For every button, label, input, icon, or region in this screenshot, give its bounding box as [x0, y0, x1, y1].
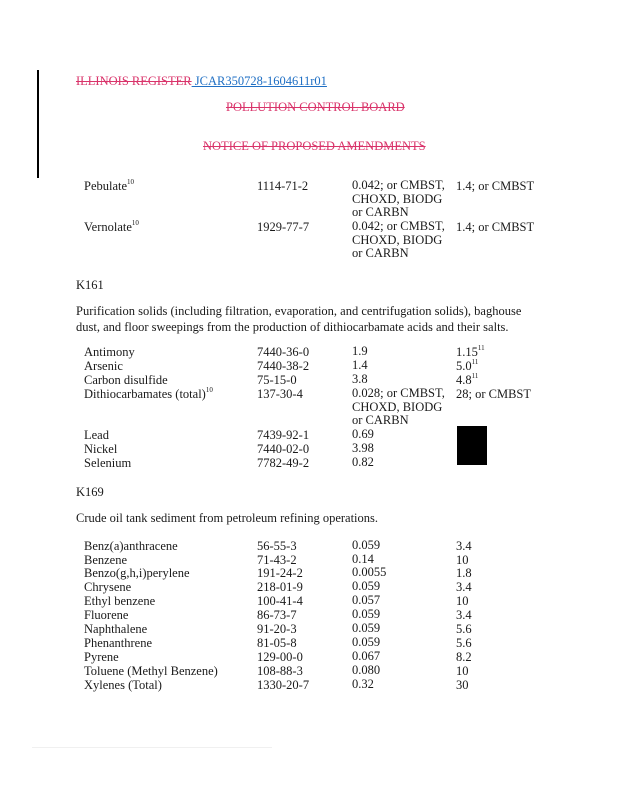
wastewater-standard: 0.042; or CMBST, CHOXD, BIODG or CARBN — [352, 178, 445, 219]
constituent-name: Nickel — [84, 442, 118, 456]
constituent-name: Toluene (Methyl Benzene) — [84, 664, 218, 678]
cas-number: 7440-02-0 — [257, 442, 310, 456]
constituent-name: Lead — [84, 428, 109, 442]
footnote-ref: 11 — [471, 358, 479, 366]
cas-number: 7440-36-0 — [257, 345, 310, 359]
constituent-name: Antimony — [84, 345, 135, 359]
wastewater-standard: 0.059 — [352, 621, 381, 635]
wastewater-standard: 1.4 — [352, 358, 368, 372]
nonwastewater-standard: 5.6 — [456, 636, 472, 650]
cas-number: 1114-71-2 — [257, 179, 309, 193]
constituent-name: Carbon disulfide — [84, 373, 168, 387]
nonwastewater-standard: 1.4; or CMBST — [456, 179, 535, 193]
register-deleted-text: ILLINOIS REGISTER — [76, 74, 192, 88]
nonwastewater-standard: 1.4; or CMBST — [456, 220, 535, 234]
cas-number: 1330-20-7 — [257, 678, 310, 692]
constituent-name: Dithiocarbamates (total) — [84, 387, 206, 401]
cas-number: 56-55-3 — [257, 539, 297, 553]
footnote-ref: 10 — [205, 386, 213, 394]
wastewater-standard: 0.69 — [352, 427, 374, 441]
wastewater-standard: 0.059 — [352, 635, 381, 649]
cas-number: 86-73-7 — [257, 608, 297, 622]
constituent-name: Pebulate — [84, 179, 128, 193]
footnote-ref: 10 — [127, 178, 135, 186]
constituent-name: Ethyl benzene — [84, 594, 156, 608]
wastewater-standard: 0.067 — [352, 649, 381, 663]
wastewater-standard: 1.9 — [352, 344, 368, 358]
constituent-name: Vernolate — [84, 220, 132, 234]
cas-number: 218-01-9 — [257, 580, 303, 594]
waste-code-k169: K169 — [76, 485, 104, 499]
k161-description: Purification solids (including filtration, evaporation, and centrifugation solids), baghouse dust, and floor sweepings from the production of dithiocarbamate acids and their salts. — [76, 304, 522, 334]
wastewater-standard: 0.042; or CMBST, CHOXD, BIODG or CARBN — [352, 219, 445, 260]
nonwastewater-standard: 3.4 — [456, 539, 472, 553]
footnote-ref: 11 — [477, 344, 485, 352]
nonwastewater-standard: 10 — [456, 594, 469, 608]
wastewater-standard: 0.059 — [352, 607, 381, 621]
nonwastewater-standard: 1.8 — [456, 566, 472, 580]
notice-title: NOTICE OF PROPOSED AMENDMENTS — [203, 139, 426, 153]
wastewater-standard: 3.8 — [352, 372, 368, 386]
nonwastewater-standard: 10 — [456, 664, 469, 678]
cas-number: 7440-38-2 — [257, 359, 310, 373]
nonwastewater-standard: 5.0 — [456, 359, 472, 373]
footer-divider — [32, 747, 272, 748]
cas-number: 91-20-3 — [257, 622, 297, 636]
wastewater-standard: 0.32 — [352, 677, 374, 691]
cas-number: 7782-49-2 — [257, 456, 310, 470]
constituent-name: Naphthalene — [84, 622, 148, 636]
constituent-name: Pyrene — [84, 650, 119, 664]
constituent-name: Phenanthrene — [84, 636, 153, 650]
nonwastewater-standard: 30 — [456, 678, 469, 692]
k169-description: Crude oil tank sediment from petroleum refining operations. — [76, 511, 379, 525]
revision-change-bar — [37, 70, 39, 178]
wastewater-standard: 0.080 — [352, 663, 381, 677]
wastewater-standard: 0.82 — [352, 455, 374, 469]
cas-number: 137-30-4 — [257, 387, 303, 401]
wastewater-standard: 0.14 — [352, 552, 374, 566]
nonwastewater-standard: 1.15 — [456, 345, 478, 359]
nonwastewater-standard: 10 — [456, 553, 469, 567]
footnote-ref: 11 — [471, 372, 479, 380]
footnote-ref: 10 — [131, 219, 139, 227]
nonwastewater-standard: 3.4 — [456, 580, 472, 594]
cas-number: 7439-92-1 — [257, 428, 310, 442]
wastewater-standard: 0.028; or CMBST, CHOXD, BIODG or CARBN — [352, 386, 445, 427]
cas-number: 100-41-4 — [257, 594, 303, 608]
nonwastewater-standard: 28; or CMBST — [456, 387, 532, 401]
cas-number: 191-24-2 — [257, 566, 303, 580]
constituent-name: Benzene — [84, 553, 128, 567]
cas-number: 71-43-2 — [257, 553, 297, 567]
nonwastewater-standard: 4.8 — [456, 373, 472, 387]
cas-number: 1929-77-7 — [257, 220, 310, 234]
nonwastewater-standard: 8.2 — [456, 650, 472, 664]
cas-number: 108-88-3 — [257, 664, 303, 678]
constituent-name: Selenium — [84, 456, 132, 470]
constituent-name: Chrysene — [84, 580, 132, 594]
constituent-name: Fluorene — [84, 608, 129, 622]
constituent-name: Xylenes (Total) — [84, 678, 162, 692]
cas-number: 75-15-0 — [257, 373, 297, 387]
cas-number: 129-00-0 — [257, 650, 303, 664]
constituent-name: Benzo(g,h,i)perylene — [84, 566, 190, 580]
board-title: POLLUTION CONTROL BOARD — [226, 100, 405, 114]
register-header — [76, 74, 327, 89]
nonwastewater-standard: 5.6 — [456, 622, 472, 636]
constituent-name: Arsenic — [84, 359, 123, 373]
cas-number: 81-05-8 — [257, 636, 297, 650]
wastewater-standard: 0.059 — [352, 579, 381, 593]
redaction-box — [457, 426, 487, 465]
wastewater-standard: 0.057 — [352, 593, 381, 607]
constituent-name: Benz(a)anthracene — [84, 539, 178, 553]
register-inserted-text: JCAR350728-1604611r01 — [191, 74, 327, 88]
waste-code-k161: K161 — [76, 278, 104, 292]
wastewater-standard: 0.0055 — [352, 565, 387, 579]
wastewater-standard: 3.98 — [352, 441, 374, 455]
nonwastewater-standard: 3.4 — [456, 608, 472, 622]
wastewater-standard: 0.059 — [352, 538, 381, 552]
